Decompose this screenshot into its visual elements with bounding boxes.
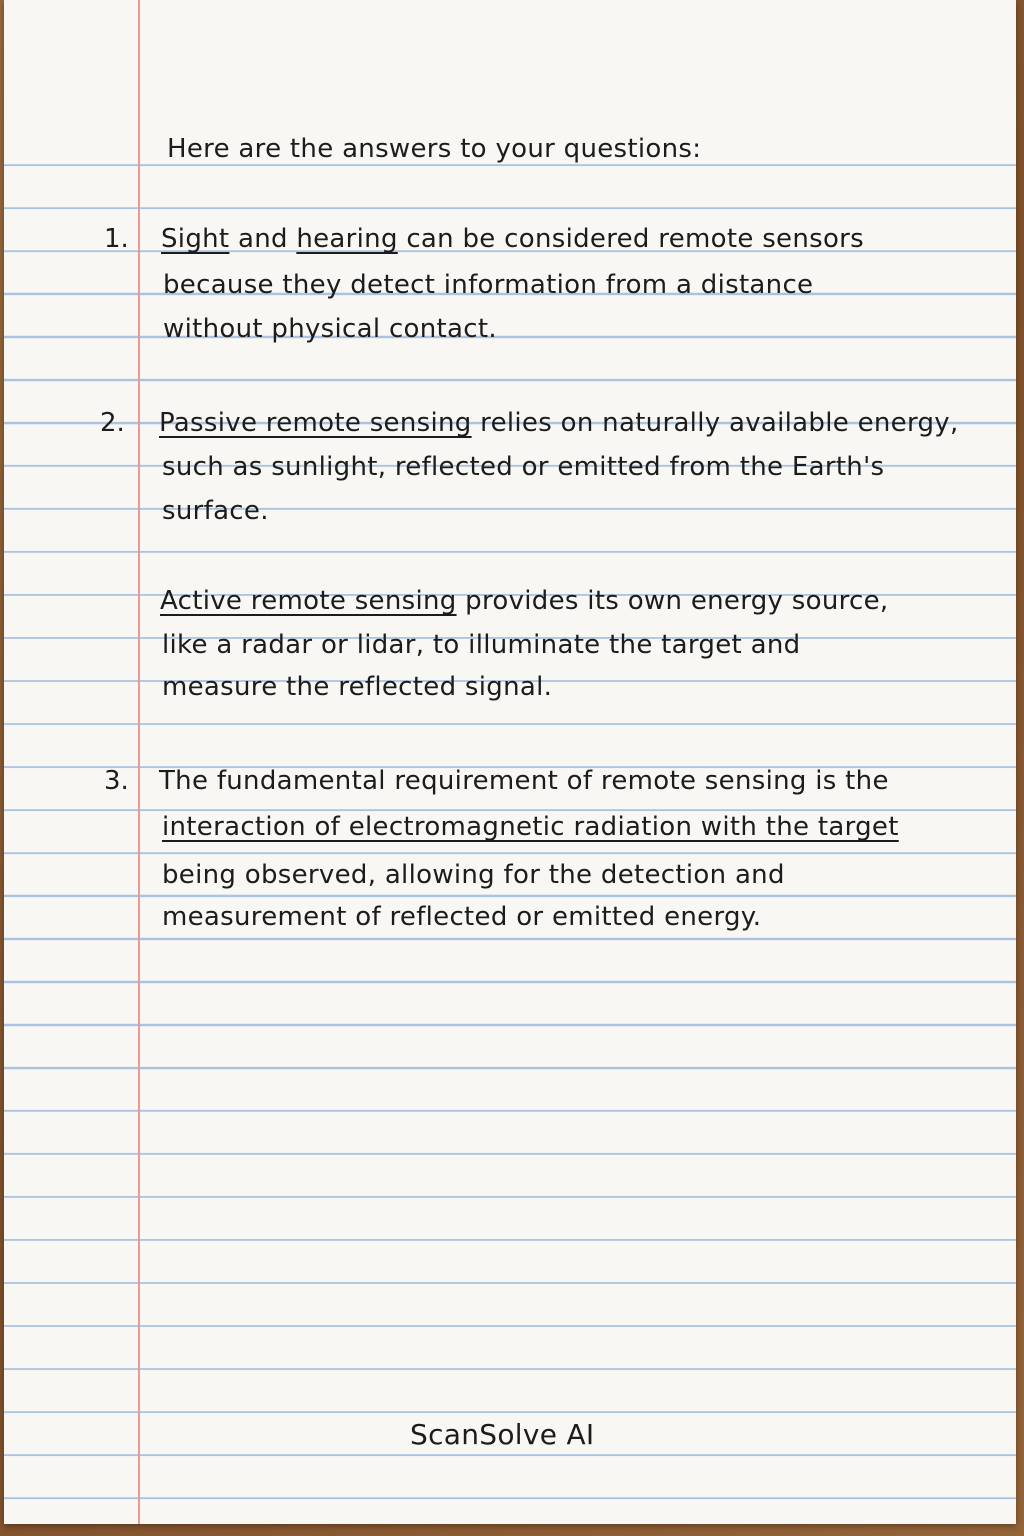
term-sight: Sight — [161, 224, 230, 254]
answer-1-number: 1. — [104, 224, 129, 254]
answer-2-passive-line-3: surface. — [162, 496, 269, 526]
answer-1-line-1 — [161, 224, 864, 254]
answer-2-active-line-1 — [160, 586, 889, 616]
answer-2-passive-line-1 — [159, 408, 959, 438]
answer-1-connector: and — [229, 224, 297, 254]
notebook-page — [4, 0, 1016, 1524]
answer-3-line-1: The fundamental requirement of remote sensing is the — [159, 766, 889, 796]
term-interaction-of-em-radiation: interaction of electromagnetic radiation with the target — [162, 812, 899, 842]
answer-3-line-2 — [162, 812, 899, 842]
answer-2-passive-line-1-rest: relies on naturally available energy, — [471, 408, 959, 438]
margin-line — [138, 0, 140, 1524]
answer-1-line-1-rest: can be considered remote sensors — [397, 224, 865, 254]
footer-brand: ScanSolve AI — [410, 1418, 595, 1451]
answer-2-active-line-3: measure the reflected signal. — [162, 672, 553, 702]
intro-text: Here are the answers to your questions: — [167, 134, 702, 164]
answer-1-line-2: because they detect information from a distance — [163, 270, 814, 300]
answer-2-active-line-2: like a radar or lidar, to illuminate the target and — [162, 630, 801, 660]
term-hearing: hearing — [296, 224, 398, 254]
answer-1-line-3: without physical contact. — [163, 314, 497, 344]
term-active-remote-sensing: Active remote sensing — [160, 586, 457, 616]
answer-3-number: 3. — [104, 766, 129, 796]
answer-3-line-4: measurement of reflected or emitted energy. — [162, 902, 762, 932]
answer-2-number: 2. — [100, 408, 125, 438]
answer-2-active-line-1-rest: provides its own energy source, — [456, 586, 889, 616]
term-passive-remote-sensing: Passive remote sensing — [159, 408, 472, 438]
answer-3-line-3: being observed, allowing for the detection and — [162, 860, 785, 890]
answer-2-passive-line-2: such as sunlight, reflected or emitted from the Earth's — [162, 452, 885, 482]
